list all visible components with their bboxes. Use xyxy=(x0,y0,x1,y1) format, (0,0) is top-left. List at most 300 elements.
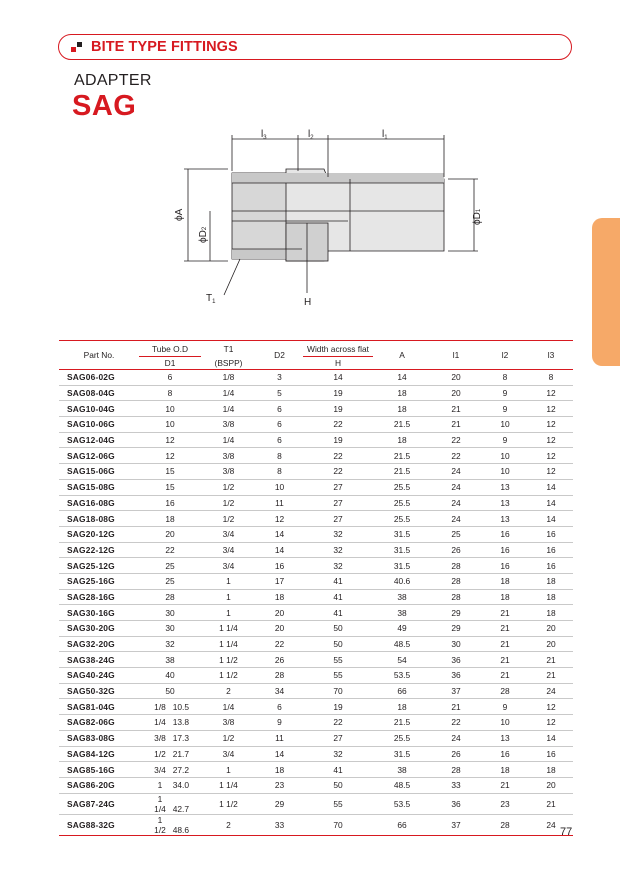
table-cell: SAG12-06G xyxy=(59,448,139,464)
col-h: H xyxy=(303,357,373,370)
table-cell: 16 xyxy=(481,558,529,574)
table-cell: 13 xyxy=(481,511,529,527)
product-type: ADAPTER xyxy=(74,72,152,89)
table-cell: 10 xyxy=(481,417,529,433)
table-cell: SAG85-16G xyxy=(59,762,139,778)
table-cell: 12 xyxy=(529,699,573,715)
table-cell: 10 xyxy=(256,479,303,495)
table-cell: 22 xyxy=(303,448,373,464)
table-cell: 50 xyxy=(303,621,373,637)
table-cell: 25.5 xyxy=(373,730,431,746)
table-row xyxy=(59,762,573,778)
table-cell: 40 xyxy=(139,668,201,684)
col-a: A xyxy=(373,341,431,370)
table-cell: 18 xyxy=(481,762,529,778)
table-cell: 10 xyxy=(139,401,201,417)
table-cell xyxy=(139,715,201,731)
table-cell: 13 xyxy=(481,479,529,495)
tube-od-mm: 17.3 xyxy=(172,733,189,744)
table-cell: 28 xyxy=(431,573,481,589)
dim-h: H xyxy=(304,297,312,308)
side-tab[interactable] xyxy=(592,218,620,366)
tube-od-mm: 48.6 xyxy=(172,824,189,835)
table-cell: 66 xyxy=(373,683,431,699)
table-row xyxy=(59,526,573,542)
table-cell: SAG82-06G xyxy=(59,715,139,731)
table-cell: 53.5 xyxy=(373,793,431,814)
table-cell: 25.5 xyxy=(373,511,431,527)
table-cell: SAG15-06G xyxy=(59,464,139,480)
table-cell: 18 xyxy=(529,573,573,589)
table-cell: 48.5 xyxy=(373,777,431,793)
table-cell: 18 xyxy=(256,762,303,778)
table-cell: 6 xyxy=(256,699,303,715)
tube-od-mm: 13.8 xyxy=(172,717,189,728)
table-cell: 16 xyxy=(481,746,529,762)
dim-l1: $l_1$ xyxy=(382,129,388,141)
table-cell: 1 1/4 xyxy=(201,621,256,637)
table-cell: 21 xyxy=(481,777,529,793)
table-cell: 40.6 xyxy=(373,573,431,589)
table-cell: 28 xyxy=(431,558,481,574)
table-cell: 31.5 xyxy=(373,746,431,762)
tube-od-inch: 1/4 xyxy=(154,717,166,728)
table-cell: 41 xyxy=(303,605,373,621)
table-cell: 19 xyxy=(303,699,373,715)
table-cell: 19 xyxy=(303,432,373,448)
table-cell: 26 xyxy=(256,652,303,668)
table-cell: 2 xyxy=(201,683,256,699)
table-cell: 10 xyxy=(139,417,201,433)
table-cell: 25.5 xyxy=(373,479,431,495)
table-cell: 2 xyxy=(201,814,256,835)
table-cell: 10 xyxy=(481,464,529,480)
table-cell: 38 xyxy=(373,589,431,605)
table-cell: 20 xyxy=(529,636,573,652)
table-cell: SAG10-06G xyxy=(59,417,139,433)
table-cell: 22 xyxy=(303,417,373,433)
table-cell: 22 xyxy=(256,636,303,652)
table-cell: 21 xyxy=(481,668,529,684)
table-cell: 21 xyxy=(529,793,573,814)
table-cell: 16 xyxy=(529,526,573,542)
table-cell: 1/4 xyxy=(201,432,256,448)
section-banner xyxy=(58,34,572,60)
table-cell: 28 xyxy=(139,589,201,605)
table-cell: 21 xyxy=(431,417,481,433)
table-cell: 30 xyxy=(431,636,481,652)
table-cell: 21.5 xyxy=(373,464,431,480)
table-cell: 14 xyxy=(256,526,303,542)
table-cell: 24 xyxy=(431,495,481,511)
table-cell: 21.5 xyxy=(373,417,431,433)
table-cell: 33 xyxy=(256,814,303,835)
table-cell: 9 xyxy=(481,385,529,401)
table-cell: 3 xyxy=(256,370,303,386)
table-cell: 6 xyxy=(139,370,201,386)
table-cell: 55 xyxy=(303,668,373,684)
table-cell: 36 xyxy=(431,652,481,668)
table-cell: 21 xyxy=(481,621,529,637)
table-cell: 8 xyxy=(481,370,529,386)
table-cell: 21 xyxy=(481,652,529,668)
table-cell: 27 xyxy=(303,495,373,511)
table-cell: 48.5 xyxy=(373,636,431,652)
table-cell: 18 xyxy=(481,573,529,589)
table-cell: 24 xyxy=(431,479,481,495)
table-cell: 1/2 xyxy=(201,495,256,511)
table-cell: 3/4 xyxy=(201,558,256,574)
table-cell: SAG28-16G xyxy=(59,589,139,605)
tube-od-mm: 21.7 xyxy=(172,748,189,759)
table-cell: 3/8 xyxy=(201,715,256,731)
table-cell: 14 xyxy=(303,370,373,386)
table-cell: 41 xyxy=(303,762,373,778)
table-row xyxy=(59,573,573,589)
table-cell: 18 xyxy=(373,401,431,417)
table-cell: 1/2 xyxy=(201,730,256,746)
table-cell: 3/4 xyxy=(201,746,256,762)
table-cell: 49 xyxy=(373,621,431,637)
table-row xyxy=(59,479,573,495)
table-cell: 16 xyxy=(481,526,529,542)
table-cell: SAG81-04G xyxy=(59,699,139,715)
table-cell: 3/8 xyxy=(201,417,256,433)
tube-od-mm: 42.7 xyxy=(172,803,189,814)
table-cell: 9 xyxy=(481,699,529,715)
dim-t1: $T_1$ xyxy=(206,293,216,305)
table-cell: 26 xyxy=(431,542,481,558)
table-cell: 36 xyxy=(431,668,481,684)
spec-table xyxy=(59,340,573,836)
table-cell: SAG10-04G xyxy=(59,401,139,417)
table-cell: 28 xyxy=(431,589,481,605)
table-cell: 25 xyxy=(431,526,481,542)
table-cell: SAG18-08G xyxy=(59,511,139,527)
table-cell: 26 xyxy=(431,746,481,762)
table-cell: 14 xyxy=(529,511,573,527)
tube-od-inch: 1 1/4 xyxy=(154,793,166,814)
table-cell: 50 xyxy=(139,683,201,699)
table-cell: SAG87-24G xyxy=(59,793,139,814)
table-cell: 37 xyxy=(431,683,481,699)
table-cell: 70 xyxy=(303,814,373,835)
table-cell: 1/4 xyxy=(201,385,256,401)
side-tab-label: BITE TYPE FITTINGS xyxy=(530,179,541,281)
table-cell: SAG30-20G xyxy=(59,621,139,637)
table-cell: 38 xyxy=(373,605,431,621)
table-cell: 12 xyxy=(529,448,573,464)
table-cell: SAG25-12G xyxy=(59,558,139,574)
table-cell: 1/4 xyxy=(201,401,256,417)
table-cell: 12 xyxy=(529,715,573,731)
table-cell: 16 xyxy=(529,542,573,558)
table-cell: 21.5 xyxy=(373,715,431,731)
table-cell: 1 xyxy=(201,589,256,605)
table-cell: 1 1/2 xyxy=(201,652,256,668)
table-cell: 1 xyxy=(201,573,256,589)
table-cell: 18 xyxy=(373,699,431,715)
table-cell: 18 xyxy=(481,589,529,605)
table-cell: 23 xyxy=(256,777,303,793)
table-cell xyxy=(139,762,201,778)
table-row xyxy=(59,495,573,511)
table-cell: 20 xyxy=(256,621,303,637)
table-row xyxy=(59,730,573,746)
table-cell: 50 xyxy=(303,636,373,652)
table-cell: SAG40-24G xyxy=(59,668,139,684)
table-cell: 30 xyxy=(139,605,201,621)
table-cell: 27 xyxy=(303,511,373,527)
fitting-drawing xyxy=(168,125,488,315)
table-cell: 20 xyxy=(431,370,481,386)
table-cell: 22 xyxy=(303,715,373,731)
table-cell: 21 xyxy=(431,699,481,715)
table-cell: 18 xyxy=(139,511,201,527)
table-cell xyxy=(139,814,201,835)
table-cell: SAG20-12G xyxy=(59,526,139,542)
table-cell: 12 xyxy=(139,432,201,448)
tube-od-mm: 34.0 xyxy=(172,780,189,791)
table-cell: 6 xyxy=(256,432,303,448)
table-cell: 1/2 xyxy=(201,479,256,495)
table-cell: 1 xyxy=(201,762,256,778)
table-cell: 9 xyxy=(481,401,529,417)
table-cell: 31.5 xyxy=(373,526,431,542)
col-waf: Width across flat xyxy=(303,341,373,357)
table-cell: 8 xyxy=(529,370,573,386)
table-row xyxy=(59,652,573,668)
table-cell: 22 xyxy=(431,448,481,464)
table-cell: 1 1/4 xyxy=(201,636,256,652)
table-cell: SAG25-16G xyxy=(59,573,139,589)
table-cell: 20 xyxy=(256,605,303,621)
table-row xyxy=(59,542,573,558)
table-row xyxy=(59,464,573,480)
table-cell: 3/8 xyxy=(201,448,256,464)
table-cell: SAG22-12G xyxy=(59,542,139,558)
table-row xyxy=(59,621,573,637)
tube-od-mm: 10.5 xyxy=(172,701,189,712)
table-row xyxy=(59,683,573,699)
table-cell: 16 xyxy=(139,495,201,511)
table-cell: 22 xyxy=(303,464,373,480)
table-row xyxy=(59,777,573,793)
table-row xyxy=(59,511,573,527)
tube-od-inch: 1/8 xyxy=(154,701,166,712)
table-cell: 18 xyxy=(256,589,303,605)
table-row xyxy=(59,793,573,814)
table-cell: 20 xyxy=(431,385,481,401)
dim-l3: $l_3$ xyxy=(261,129,267,141)
table-row xyxy=(59,448,573,464)
table-cell: 8 xyxy=(256,448,303,464)
table-row xyxy=(59,432,573,448)
table-cell: 22 xyxy=(431,715,481,731)
table-cell: 37 xyxy=(431,814,481,835)
table-cell: SAG88-32G xyxy=(59,814,139,835)
table-cell: 12 xyxy=(139,448,201,464)
table-row xyxy=(59,668,573,684)
table-cell: 19 xyxy=(303,401,373,417)
tube-od-mm: 27.2 xyxy=(172,764,189,775)
table-row xyxy=(59,715,573,731)
table-cell: 34 xyxy=(256,683,303,699)
table-cell: SAG83-08G xyxy=(59,730,139,746)
table-cell: 27 xyxy=(303,479,373,495)
table-cell: 16 xyxy=(529,558,573,574)
table-cell: 1 1/2 xyxy=(201,668,256,684)
table-cell: 22 xyxy=(139,542,201,558)
table-cell: 30 xyxy=(139,621,201,637)
table-row xyxy=(59,589,573,605)
table-cell: 14 xyxy=(373,370,431,386)
table-cell: 25 xyxy=(139,558,201,574)
table-cell: 13 xyxy=(481,730,529,746)
table-row xyxy=(59,385,573,401)
table-cell: 13 xyxy=(481,495,529,511)
table-cell: 18 xyxy=(373,385,431,401)
table-cell: 10 xyxy=(481,715,529,731)
table-row xyxy=(59,746,573,762)
table-cell: 16 xyxy=(529,746,573,762)
table-cell: 28 xyxy=(256,668,303,684)
table-cell: 50 xyxy=(303,777,373,793)
table-cell xyxy=(139,793,201,814)
table-cell: 55 xyxy=(303,652,373,668)
table-cell: 14 xyxy=(529,495,573,511)
table-cell: 21 xyxy=(529,668,573,684)
table-cell: 11 xyxy=(256,495,303,511)
table-row xyxy=(59,401,573,417)
table-cell: 12 xyxy=(529,464,573,480)
table-cell: 21 xyxy=(529,652,573,668)
table-cell: 3/4 xyxy=(201,526,256,542)
section-title: BITE TYPE FITTINGS xyxy=(91,39,238,55)
tube-od-inch: 1/2 xyxy=(154,748,166,759)
table-cell: SAG12-04G xyxy=(59,432,139,448)
table-cell: SAG84-12G xyxy=(59,746,139,762)
table-row xyxy=(59,370,573,386)
table-cell xyxy=(139,746,201,762)
table-cell: 29 xyxy=(431,605,481,621)
table-cell: 1/2 xyxy=(201,511,256,527)
table-cell: 16 xyxy=(481,542,529,558)
table-cell: 11 xyxy=(256,730,303,746)
table-cell: 16 xyxy=(256,558,303,574)
table-cell xyxy=(139,730,201,746)
table-cell: 29 xyxy=(256,793,303,814)
table-cell: 21 xyxy=(481,605,529,621)
table-cell: 38 xyxy=(373,762,431,778)
table-row xyxy=(59,605,573,621)
table-cell: SAG30-16G xyxy=(59,605,139,621)
table-cell: 32 xyxy=(303,526,373,542)
table-cell: 20 xyxy=(529,777,573,793)
table-cell: 29 xyxy=(431,621,481,637)
table-cell: 31.5 xyxy=(373,542,431,558)
table-row xyxy=(59,417,573,433)
table-cell: 25 xyxy=(139,573,201,589)
dim-phi-d1: ϕD1 xyxy=(472,208,483,225)
table-cell: 18 xyxy=(529,605,573,621)
table-cell: 55 xyxy=(303,793,373,814)
table-cell: SAG16-08G xyxy=(59,495,139,511)
col-l2: l2 xyxy=(481,341,529,370)
table-cell: 32 xyxy=(303,746,373,762)
col-d2: D2 xyxy=(256,341,303,370)
table-cell: SAG32-20G xyxy=(59,636,139,652)
table-row xyxy=(59,814,573,835)
table-cell xyxy=(139,777,201,793)
table-cell: 20 xyxy=(529,621,573,637)
table-cell: 1/8 xyxy=(201,370,256,386)
table-cell: 14 xyxy=(256,746,303,762)
table-cell: 1 xyxy=(201,605,256,621)
table-row xyxy=(59,699,573,715)
table-cell: 24 xyxy=(431,511,481,527)
table-cell: 14 xyxy=(529,479,573,495)
table-cell: 33 xyxy=(431,777,481,793)
table-cell: 17 xyxy=(256,573,303,589)
table-cell: 23 xyxy=(481,793,529,814)
table-cell: 12 xyxy=(256,511,303,527)
table-cell: SAG06-02G xyxy=(59,370,139,386)
table-row xyxy=(59,558,573,574)
table-cell: 18 xyxy=(373,432,431,448)
dim-phi-a: ϕA xyxy=(174,208,185,221)
table-cell: 32 xyxy=(303,542,373,558)
table-cell: SAG15-08G xyxy=(59,479,139,495)
table-cell: 22 xyxy=(431,432,481,448)
table-cell: 1 1/2 xyxy=(201,793,256,814)
table-cell: 25.5 xyxy=(373,495,431,511)
table-cell: 5 xyxy=(256,385,303,401)
table-cell: 19 xyxy=(303,385,373,401)
table-cell: 15 xyxy=(139,464,201,480)
tube-od-inch: 1 1/2 xyxy=(154,814,166,835)
table-cell: 8 xyxy=(139,385,201,401)
col-tube-od: Tube O.D xyxy=(139,341,201,357)
table-cell: 14 xyxy=(256,542,303,558)
product-code: SAG xyxy=(72,90,137,122)
table-cell: 3/8 xyxy=(201,464,256,480)
table-cell: 12 xyxy=(529,432,573,448)
table-cell: 3/4 xyxy=(201,542,256,558)
table-cell xyxy=(139,699,201,715)
table-cell: 8 xyxy=(256,464,303,480)
table-cell: 21.5 xyxy=(373,448,431,464)
table-cell: 6 xyxy=(256,401,303,417)
brand-squares-icon xyxy=(71,42,83,52)
dim-l2: $l_2$ xyxy=(308,129,314,141)
table-cell: 24 xyxy=(529,683,573,699)
table-cell: 70 xyxy=(303,683,373,699)
col-bspp: (BSPP) xyxy=(201,357,256,370)
fitting-body xyxy=(232,169,444,261)
table-cell: 32 xyxy=(139,636,201,652)
table-cell: 12 xyxy=(529,401,573,417)
table-cell: 41 xyxy=(303,573,373,589)
table-cell: 14 xyxy=(529,730,573,746)
col-part-no: Part No. xyxy=(59,341,139,370)
table-cell: 28 xyxy=(431,762,481,778)
table-cell: SAG50-32G xyxy=(59,683,139,699)
table-cell: 24 xyxy=(431,464,481,480)
table-cell: 20 xyxy=(139,526,201,542)
table-cell: 18 xyxy=(529,762,573,778)
table-cell: 18 xyxy=(529,589,573,605)
